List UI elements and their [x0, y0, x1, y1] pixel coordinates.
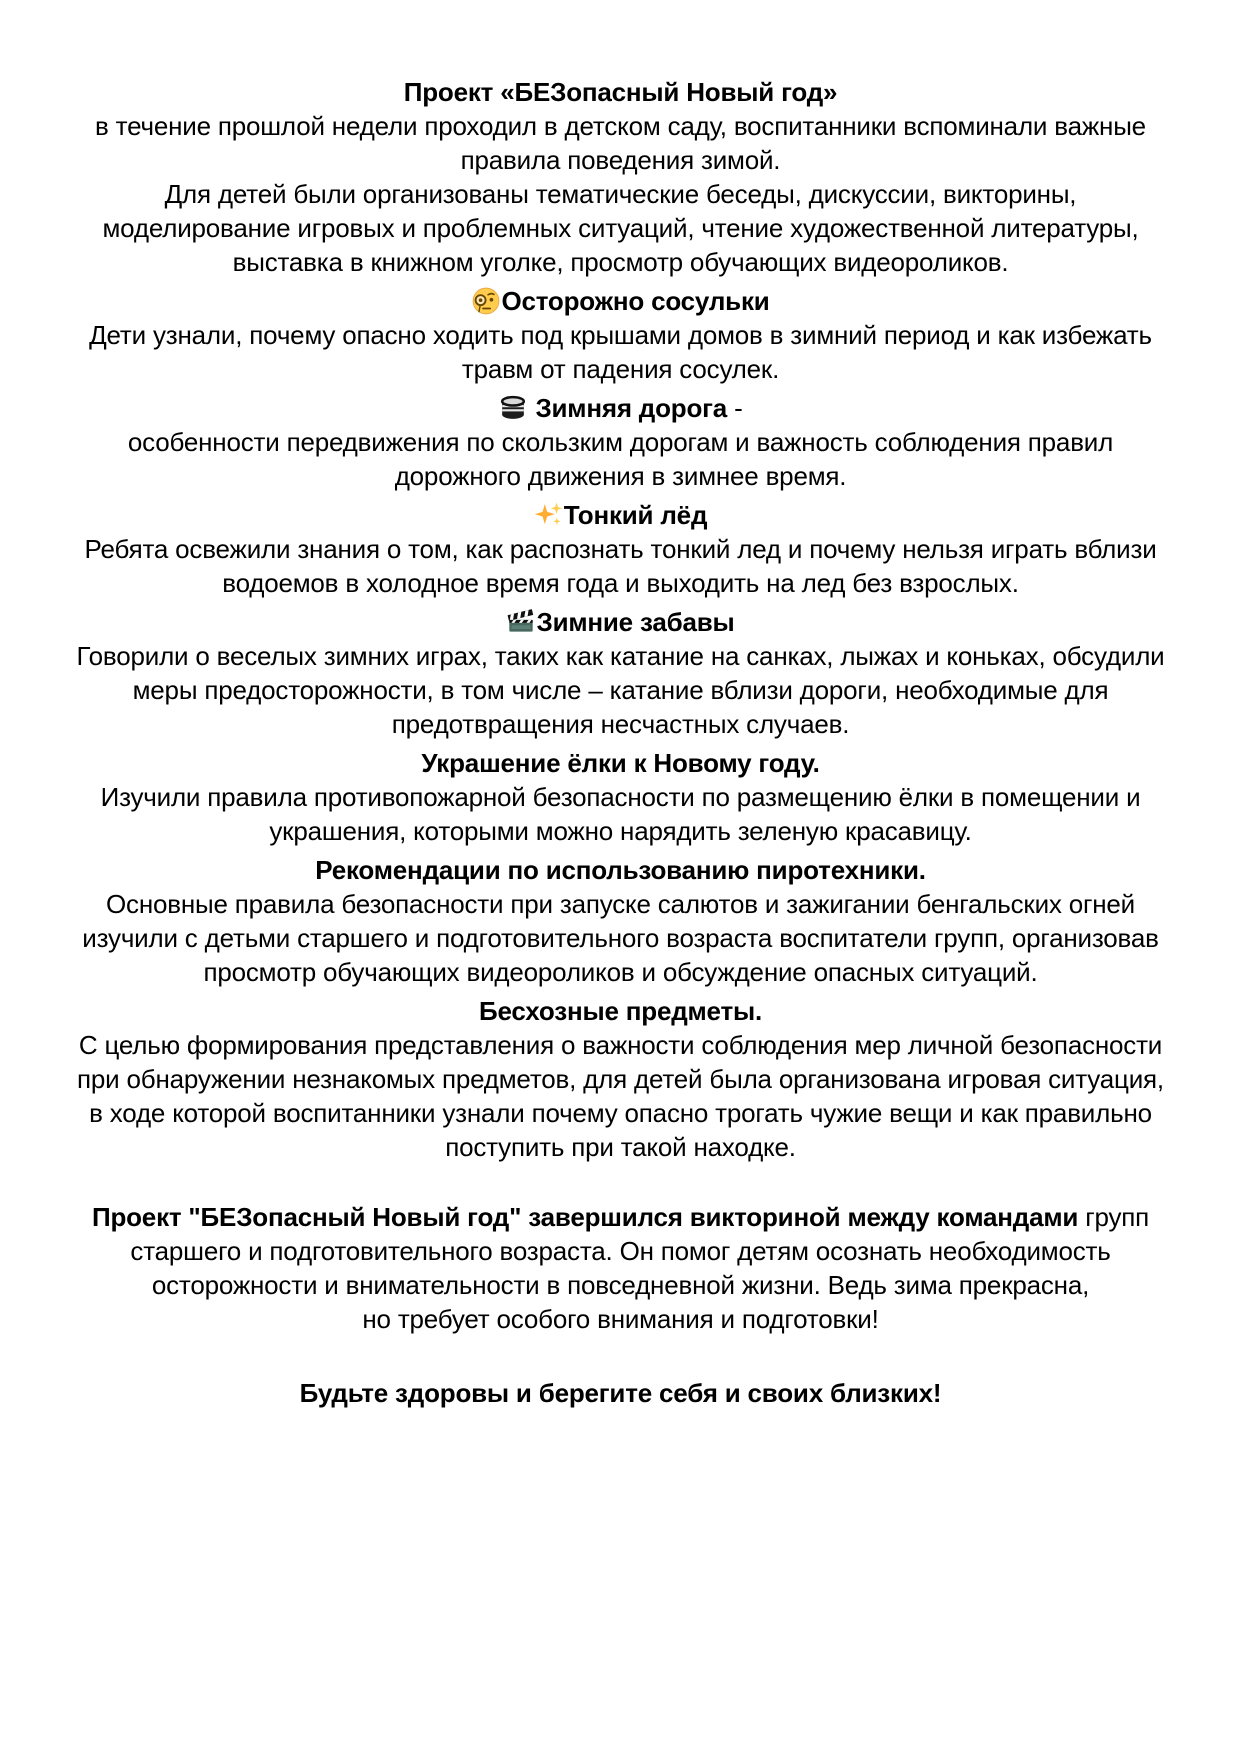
heading-icicles [68, 284, 1173, 318]
heading-suffix: - [727, 393, 743, 423]
closing-wish: Будьте здоровы и берегите себя и своих близких! [299, 1378, 942, 1408]
intro-paragraph: в течение прошлой недели проходил в детском саду, воспитанники вспоминали важные правила поведения зимой. [95, 111, 1146, 175]
heading-pyrotechnics: Рекомендации по использованию пиротехники. [315, 855, 926, 885]
winter-road-paragraph: особенности передвижения по скользким дорогам и важность соблюдения правил дорожного движения в зимнее время. [127, 427, 1114, 491]
heading-unattended-items: Бесхозные предметы. [478, 996, 763, 1026]
conclusion-paragraph [68, 1200, 1173, 1302]
pyrotechnics-paragraph: Основные правила безопасности при запуске салютов и зажигании бенгальских огней изучили с детьми старшего и подготовительного возраста воспитатели групп, организовав просмотр обучающих видеороликов и обсуждение опасных ситуаций. [82, 889, 1159, 987]
document-page [68, 0, 1173, 1410]
conclusion-last-line: но требует особого внимания и подготовки! [362, 1304, 879, 1334]
thin-ice-paragraph: Ребята освежили знания о том, как распознать тонкий лед и почему нельзя играть вблизи водоемов в холодное время года и выходить на лед без взрослых. [84, 534, 1157, 598]
heading-winter-road [68, 391, 1173, 425]
heading-thin-ice [68, 498, 1173, 532]
tree-decoration-paragraph: Изучили правила противопожарной безопасности по размещению ёлки в помещении и украшения, которыми можно нарядить зеленую красавицу. [100, 782, 1141, 846]
conclusion-bold-lead: Проект "БЕЗопасный Новый год" завершился викториной между командами [91, 1202, 1079, 1232]
clapper-board-icon [506, 607, 536, 637]
conclusion-continuation: групп старшего и подготовительного возраста. Он помог детям осознать необходимость осторожности и внимательности в повседневной жизни. Ведь зима прекрасна, [130, 1202, 1150, 1300]
heading-label: Зимние забавы [536, 607, 735, 637]
face-with-monocle-icon [471, 286, 501, 316]
activities-paragraph: Для детей были организованы тематические беседы, дискуссии, викторины, моделирование игровых и проблемных ситуаций, чтение художественной литературы, выставка в книжном уголке, просмотр обучающих видеороликов. [102, 179, 1139, 277]
sparkles-icon [534, 500, 564, 530]
tire-icon [498, 393, 528, 423]
heading-winter-fun [68, 605, 1173, 639]
heading-tree-decoration: Украшение ёлки к Новому году. [421, 748, 820, 778]
heading-label: Осторожно сосульки [501, 286, 770, 316]
icicles-paragraph: Дети узнали, почему опасно ходить под крышами домов в зимний период и как избежать травм от падения сосулек. [89, 320, 1152, 384]
unattended-items-paragraph: С целью формирования представления о важности соблюдения мер личной безопасности при обнаружении незнакомых предметов, для детей была организована игровая ситуация, в ходе которой воспитанники узнали почему опасно трогать чужие вещи и как правильно поступить при такой находке. [77, 1030, 1164, 1162]
document-title: Проект «БЕЗопасный Новый год» [403, 77, 838, 107]
heading-label: Тонкий лёд [563, 500, 708, 530]
winter-fun-paragraph: Говорили о веселых зимних играх, таких как катание на санках, лыжах и коньках, обсудили меры предосторожности, в том числе – катание вблизи дороги, необходимые для предотвращения несчастных случаев. [76, 641, 1165, 739]
heading-label: Зимняя дорога [535, 393, 728, 423]
